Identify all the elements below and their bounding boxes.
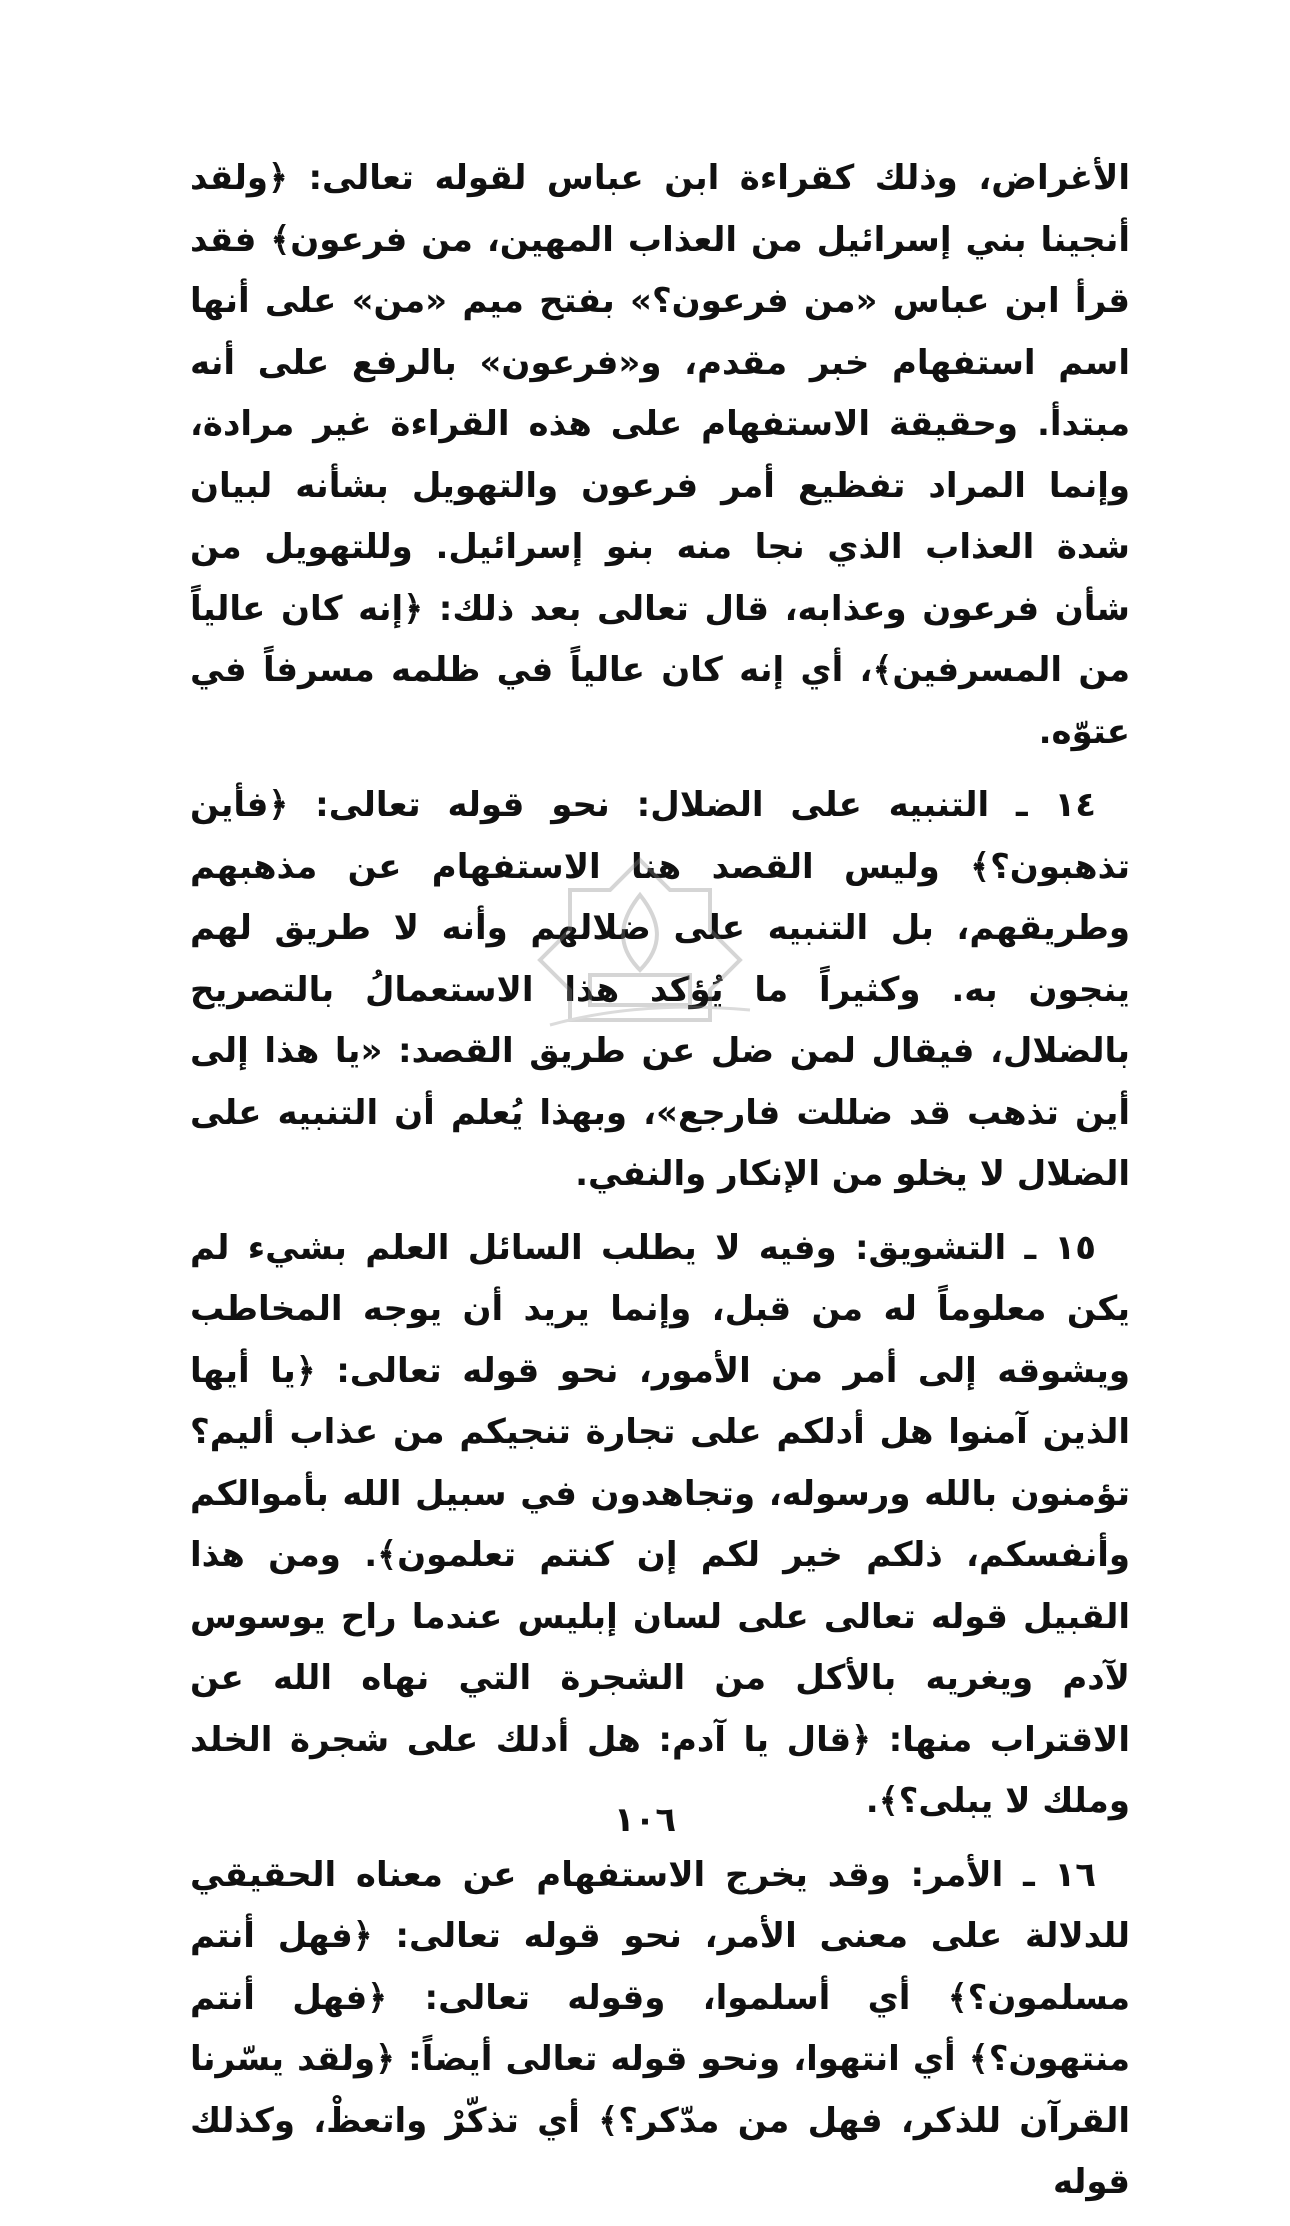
paragraph-16-command: ١٦ ـ الأمر: وقد يخرج الاستفهام عن معناه الحقيقي للدلالة على معنى الأمر، نحو قوله تعالى: ﴿فهل أنتم مسلمون؟﴾ أي أسلموا، وقوله تعالى: ﴿فهل أنتم منتهون؟﴾ أي انتهوا، ونحو قوله تعالى أيضاً: ﴿ولقد يسّرنا القرآن للذكر، فهل من مدّكر؟﴾ أي تذكّرْ واتعظْ، وكذلك قوله: [190, 1854, 1130, 2202]
paragraph-14-warning-of-misguidance: ١٤ ـ التنبيه على الضلال: نحو قوله تعالى: ﴿فأين تذهبون؟﴾ وليس القصد هنا الاستفهام عن مذهبهم وطريقهم، بل التنبيه على ضلالهم وأنه لا طريق لهم ينجون به. وكثيراً ما يُؤكد هذا الاستعمالُ بالتصريح بالضلال، فيقال لمن ضل عن طريق القصد: «يا هذا إلى أين تذهب قد ضللت فارجع»، وبهذا يُعلم أن التنبيه على الضلال لا يخلو من الإنكار والنفي.: [190, 785, 1130, 1194]
body-text: [190, 148, 1130, 2226]
page-number: ١٠٦: [613, 1800, 677, 1840]
paragraph-15-suspense: ١٥ ـ التشويق: وفيه لا يطلب السائل العلم بشيء لم يكن معلوماً له من قبل، وإنما يريد أن يوجه المخاطب ويشوقه إلى أمر من الأمور، نحو قوله تعالى: ﴿يا أيها الذين آمنوا هل أدلكم على تجارة تنجيكم من عذاب أليم؟ تؤمنون بالله ورسوله، وتجاهدون في سبيل الله بأموالكم وأنفسكم، ذلكم خير لكم إن كنتم تعلمون﴾. ومن هذا القبيل قوله تعالى على لسان إبليس عندما راح يوسوس لآدم ويغريه بالأكل من الشجرة التي نهاه الله عن الاقتراب منها: ﴿قال يا آدم: هل أدلك على شجرة الخلد وملك لا يبلى؟﴾.: [190, 1227, 1130, 1821]
library-seal-watermark: [520, 850, 760, 1030]
paragraph-continuation: الأغراض، وذلك كقراءة ابن عباس لقوله تعالى: ﴿ولقد أنجينا بني إسرائيل من العذاب المهين، من فرعون﴾ فقد قرأ ابن عباس «من فرعون؟» بفتح ميم «من» على أنها اسم استفهام خبر مقدم، و«فرعون» بالرفع على أنه مبتدأ. وحقيقة الاستفهام على هذه القراءة غير مرادة، وإنما المراد تفظيع أمر فرعون والتهويل بشأنه لبيان شدة العذاب الذي نجا منه بنو إسرائيل. وللتهويل من شأن فرعون وعذابه، قال تعالى بعد ذلك: ﴿إنه كان عالياً من المسرفين﴾، أي إنه كان عالياً في ظلمه مسرفاً في عتوّه.: [190, 158, 1130, 752]
